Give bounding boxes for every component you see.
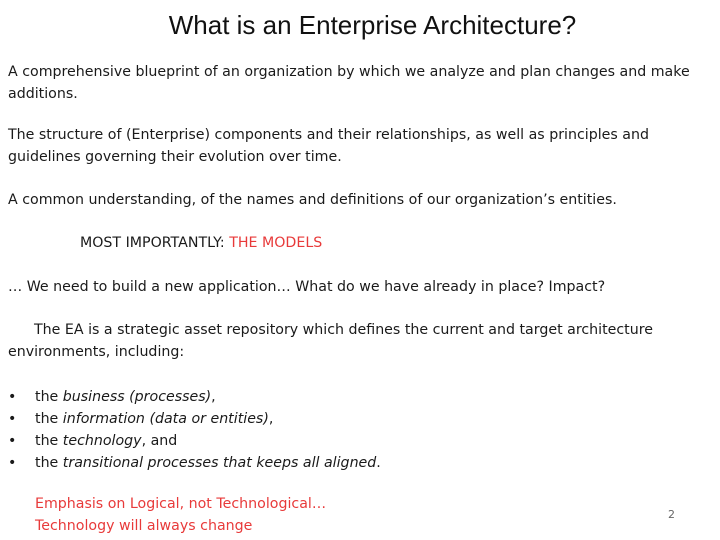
slide-title: What is an Enterprise Architecture? (168, 10, 577, 40)
definition-paragraph-2: The structure of (Enterprise) components and their relationships, as well as principles and guidelines governing their evolution over time. (8, 127, 649, 165)
bullet-icon: • (8, 389, 17, 405)
emphasis-line-1: Emphasis on Logical, not Technological… (35, 496, 327, 512)
ea-description: The EA is a strategic asset repository which defines the current and target architecture environments, including: (8, 322, 653, 360)
most-importantly-value: THE MODELS (229, 235, 323, 251)
bullet-icon: • (8, 433, 17, 449)
bullet-item: • the technology, and (8, 430, 381, 452)
definition-paragraph-1: A comprehensive blueprint of an organization by which we analyze and plan changes and make additions. (8, 64, 690, 102)
emphasis-note (35, 493, 326, 537)
page-number: 2 (668, 508, 675, 521)
bullet-item: • the transitional processes that keeps all aligned. (8, 452, 381, 474)
definition-paragraph-3: A common understanding, of the names and definitions of our organization’s entities. (8, 192, 617, 208)
bullet-item: • the business (processes), (8, 386, 381, 408)
question-line: … We need to build a new application… What do we have already in place? Impact? (8, 279, 606, 295)
bullet-item: • the information (data or entities), (8, 408, 381, 430)
bullet-icon: • (8, 455, 17, 471)
most-importantly-line (80, 233, 720, 255)
emphasis-line-2: Technology will always change (35, 518, 253, 534)
bullet-icon: • (8, 411, 17, 427)
bullet-list (8, 386, 381, 474)
most-importantly-label: MOST IMPORTANTLY: (80, 235, 225, 251)
